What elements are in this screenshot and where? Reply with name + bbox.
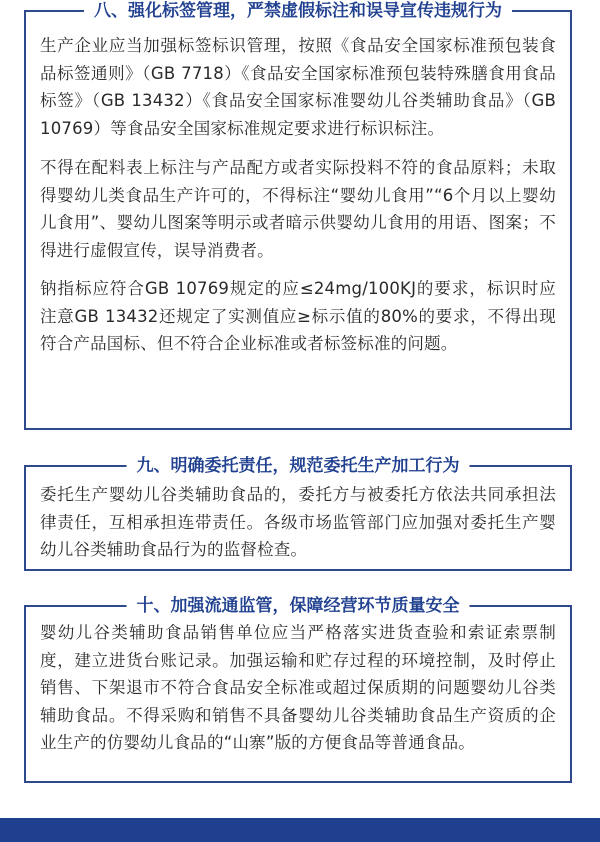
paragraph: 钠指标应符合GB 10769规定的应≤24mg/100KJ的要求，标识时应注意GB 13432还规定了实测值应≥标示值的80%的要求，不得出现符合产品国标、但不符合企业标准或者标签标准的问题。 xyxy=(40,279,556,353)
section-body xyxy=(26,607,570,757)
section-body xyxy=(26,12,570,358)
section-entrusted-production xyxy=(24,456,572,571)
paragraph: 婴幼儿谷类辅助食品销售单位应当严格落实进货查验和索证索票制度，建立进货台账记录。加强运输和贮存过程的环境控制，及时停止销售、下架退市不符合食品安全标准或超过保质期的问题婴幼儿谷类辅助食品。不得采购和销售不具备婴幼儿谷类辅助食品生产资质的企业生产的仿婴幼儿食品的“山寨”版的方便食品等普通食品。 xyxy=(40,623,556,752)
section-label-management xyxy=(24,1,572,430)
paragraph: 不得在配料表上标注与产品配方或者实际投料不符的食品原料；未取得婴幼儿类食品生产许可的，不得标注“婴幼儿食用”“6个月以上婴幼儿食用”、婴幼儿图案等明示或者暗示供婴幼儿食用的用语、图案；不得进行虚假宣传，误导消费者。 xyxy=(40,158,556,260)
section-title: 十、加强流通监管，保障经营环节质量安全 xyxy=(127,593,470,619)
section-title: 九、明确委托责任，规范委托生产加工行为 xyxy=(127,453,470,479)
paragraph: 委托生产婴幼儿谷类辅助食品的，委托方与被委托方依法共同承担法律责任，互相承担连带责任。各级市场监管部门应加强对委托生产婴幼儿谷类辅助食品行为的监督检查。 xyxy=(40,485,556,559)
section-title: 八、强化标签管理，严禁虚假标注和误导宣传违规行为 xyxy=(84,0,512,24)
footer-bar xyxy=(0,818,600,842)
section-body xyxy=(26,467,570,564)
paragraph: 生产企业应当加强标签标识管理，按照《食品安全国家标准预包装食品标签通则》（GB 7718）《食品安全国家标准预包装特殊膳食用食品标签》（GB 13432）《食品安全国家标准婴幼儿谷类辅助食品》（GB 10769）等食品安全国家标准规定要求进行标识标注。 xyxy=(40,36,556,138)
section-circulation-supervision xyxy=(24,596,572,783)
